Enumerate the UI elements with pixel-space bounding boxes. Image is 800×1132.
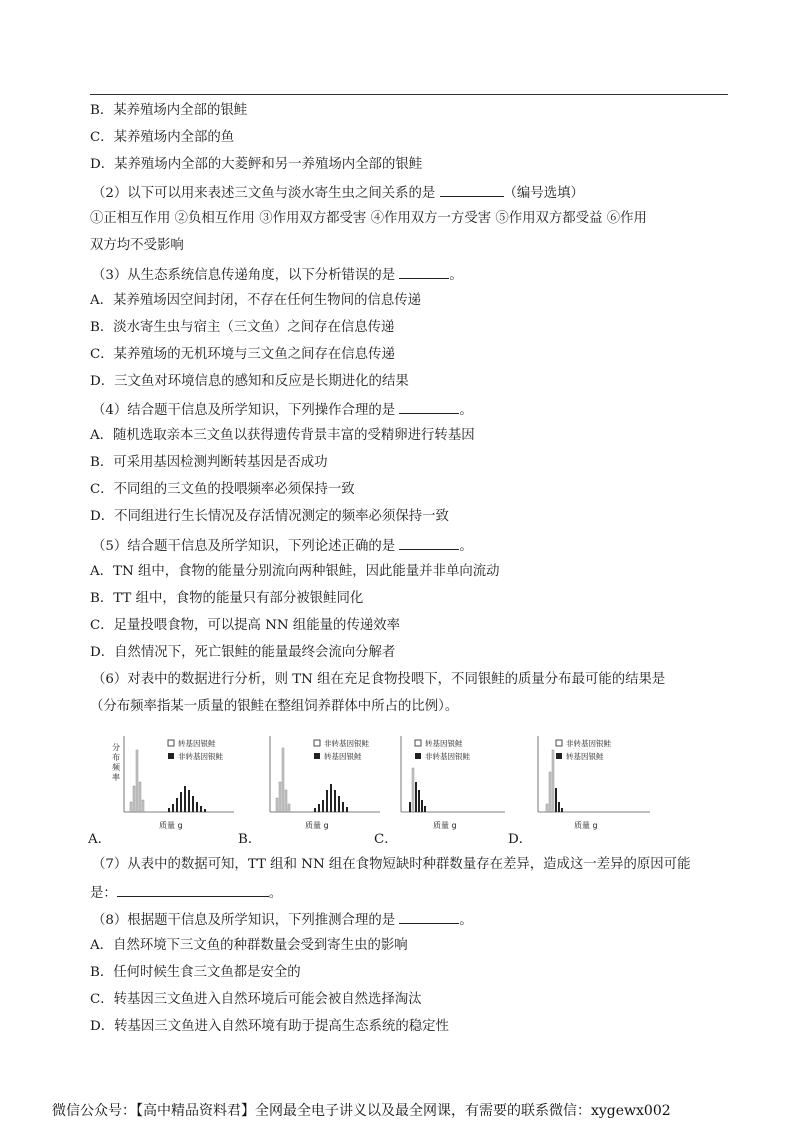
histogram-c: [391, 728, 513, 840]
question-2: （2）以下可以用来表述三文鱼与淡水寄生虫之间关系的是 （编号选填）: [92, 182, 742, 204]
option-d-q1: D．某养殖场内全部的大菱鲆和另一养殖场内全部的银鲑: [90, 157, 423, 172]
question-7-answer: 是： 。: [90, 882, 740, 904]
question-8: （8）根据题干信息及所学知识，下列推测合理的是 。: [92, 909, 742, 931]
histogram-bar: [342, 802, 344, 812]
histogram-bar: [549, 772, 551, 812]
option-a-q4: A．随机选取亲本三文鱼以获得遗传背景丰富的受精卵进行转基因: [90, 428, 475, 443]
histogram-bar: [184, 786, 186, 812]
answer-blank: [399, 909, 459, 924]
histogram-bar: [130, 802, 132, 812]
histogram-bar: [546, 804, 548, 812]
histogram-bar: [172, 804, 174, 812]
histogram-bar: [196, 802, 198, 812]
header-rule: [90, 94, 728, 95]
question-4: （4）结合题干信息及所学知识，下列操作合理的是 。: [92, 399, 742, 421]
legend-open-label: 非转基因银鲑: [324, 739, 369, 748]
option-b-q5: B．TT 组中，食物的能量只有部分被银鲑同化: [90, 591, 364, 606]
legend-filled-label: 非转基因银鲑: [178, 752, 223, 761]
histogram-bar: [142, 800, 144, 812]
answer-blank: [440, 182, 504, 197]
legend-filled-swatch: [168, 753, 174, 759]
question-3: （3）从生态系统信息传递角度，以下分析错误的是 。: [92, 264, 742, 286]
option-c-q8: C．转基因三文鱼进入自然环境后可能会被自然选择淘汰: [90, 992, 422, 1007]
legend-filled-swatch: [556, 753, 562, 759]
option-d-q8: D．转基因三文鱼进入自然环境有助于提高生态系统的稳定性: [90, 1019, 449, 1034]
question-2-choices: ①正相互作用 ②负相互作用 ③作用双方都受害 ④作用双方一方受害 ⑤作用双方都受益 ⑥作用: [90, 211, 647, 226]
histogram-bar: [282, 748, 284, 812]
option-d-label: D．: [508, 832, 533, 847]
histogram-b: [256, 728, 391, 840]
histogram-bar: [168, 808, 170, 812]
legend-filled-label: 非转基因银鲑: [425, 752, 470, 761]
histogram-bar: [322, 800, 324, 812]
footer-watermark: 微信公众号：【高中精品资料君】全网最全电子讲义以及最全网课，有需要的联系微信：xygewx002: [52, 1103, 671, 1119]
histogram-bar: [276, 798, 278, 812]
histogram-bar: [552, 750, 554, 812]
option-b-q4: B．可采用基因检测判断转基因是否成功: [90, 455, 328, 470]
histogram-bar: [421, 800, 423, 812]
histogram-bar: [346, 807, 348, 812]
x-axis-label: 质量 g: [433, 821, 457, 830]
histogram-bar: [279, 782, 281, 812]
histogram-bar: [200, 806, 202, 812]
histogram-bar: [555, 788, 557, 812]
option-a-label: A．: [88, 832, 112, 847]
histogram-bar: [133, 786, 135, 812]
histogram-bar: [412, 768, 414, 812]
option-a-q8: A．自然环境下三文鱼的种群数量会受到寄生虫的影响: [90, 938, 408, 953]
question-6: （6）对表中的数据进行分析，则 TN 组在充足食物投喂下，不同银鲑的质量分布最可能的结果是: [92, 672, 666, 687]
x-axis-label: 质量 g: [305, 821, 329, 830]
x-axis-label: 质量 g: [159, 821, 183, 830]
option-c-q5: C．足量投喂食物，可以提高 NN 组能量的传递效率: [90, 618, 401, 633]
option-c-q3: C．某养殖场的无机环境与三文鱼之间存在信息传递: [90, 347, 395, 362]
legend-open-swatch: [168, 740, 174, 746]
option-c-label: C．: [374, 832, 398, 847]
y-axis-label: 率: [112, 773, 120, 782]
histogram-bar: [338, 796, 340, 812]
option-b-label: B．: [238, 832, 262, 847]
y-axis-label: 布: [112, 753, 120, 762]
answer-blank: [399, 264, 449, 279]
legend-open-swatch: [415, 740, 421, 746]
histogram-bar: [176, 798, 178, 812]
option-b-q8: B．任何时候生食三文鱼都是安全的: [90, 965, 301, 980]
legend-open-label: 非转基因银鲑: [566, 739, 611, 748]
option-c-q1: C．某养殖场内全部的鱼: [90, 130, 235, 145]
histogram-bar: [418, 790, 420, 812]
legend-filled-label: 转基因银鲑: [324, 752, 362, 761]
answer-blank: [117, 882, 269, 897]
histogram-bar: [558, 802, 560, 812]
y-axis-label: 频: [112, 763, 120, 772]
question-7: （7）从表中的数据可知，TT 组和 NN 组在食物短缺时种群数量存在差异，造成这一差异的原因可能: [92, 857, 691, 872]
histogram-bar: [285, 790, 287, 812]
histogram-bar: [288, 804, 290, 812]
question-6-note: （分布频率指某一质量的银鲑在整组饲养群体中所占的比例）。: [90, 699, 459, 714]
legend-filled-label: 转基因银鲑: [566, 752, 604, 761]
histogram-bar: [326, 790, 328, 812]
histogram-bar: [415, 782, 417, 812]
histogram-d: [528, 728, 658, 840]
answer-blank: [399, 399, 459, 414]
histogram-bar: [561, 808, 563, 812]
question-6-charts: [88, 728, 748, 847]
legend-open-swatch: [556, 740, 562, 746]
legend-filled-swatch: [314, 753, 320, 759]
histogram-bar: [204, 809, 206, 812]
legend-filled-swatch: [415, 753, 421, 759]
histogram-bar: [318, 804, 320, 812]
histogram-bar: [180, 792, 182, 812]
histogram-bar: [139, 782, 141, 812]
option-c-q4: C．不同组的三文鱼的投喂频率必须保持一致: [90, 482, 355, 497]
histogram-bar: [334, 790, 336, 812]
histogram-a: [110, 728, 245, 840]
legend-open-swatch: [314, 740, 320, 746]
answer-blank: [399, 535, 459, 550]
histogram-bar: [188, 790, 190, 812]
option-b-q3: B．淡水寄生虫与宿主（三文鱼）之间存在信息传递: [90, 320, 395, 335]
histogram-bar: [136, 750, 138, 812]
legend-open-label: 转基因银鲑: [178, 739, 216, 748]
option-a-q3: A．某养殖场因空间封闭，不存在任何生物间的信息传递: [90, 293, 422, 308]
histogram-bar: [330, 784, 332, 812]
question-5: （5）结合题干信息及所学知识，下列论述正确的是 。: [92, 535, 742, 557]
histogram-bar: [314, 808, 316, 812]
y-axis-label: 分: [112, 743, 120, 752]
option-a-q5: A．TN 组中，食物的能量分别流向两种银鲑，因此能量并非单向流动: [90, 564, 500, 579]
option-d-q5: D．自然情况下，死亡银鲑的能量最终会流向分解者: [90, 645, 396, 660]
question-2-choices-cont: 双方均不受影响: [90, 238, 184, 253]
histogram-bar: [409, 802, 411, 812]
option-b-q1: B．某养殖场内全部的银鲑: [90, 103, 248, 118]
x-axis-label: 质量 g: [574, 821, 598, 830]
histogram-bar: [192, 796, 194, 812]
option-d-q4: D．不同组进行生长情况及存活情况测定的频率必须保持一致: [90, 509, 449, 524]
option-d-q3: D．三文鱼对环境信息的感知和反应是长期进化的结果: [90, 374, 409, 389]
histogram-bar: [424, 806, 426, 812]
legend-open-label: 转基因银鲑: [425, 739, 463, 748]
